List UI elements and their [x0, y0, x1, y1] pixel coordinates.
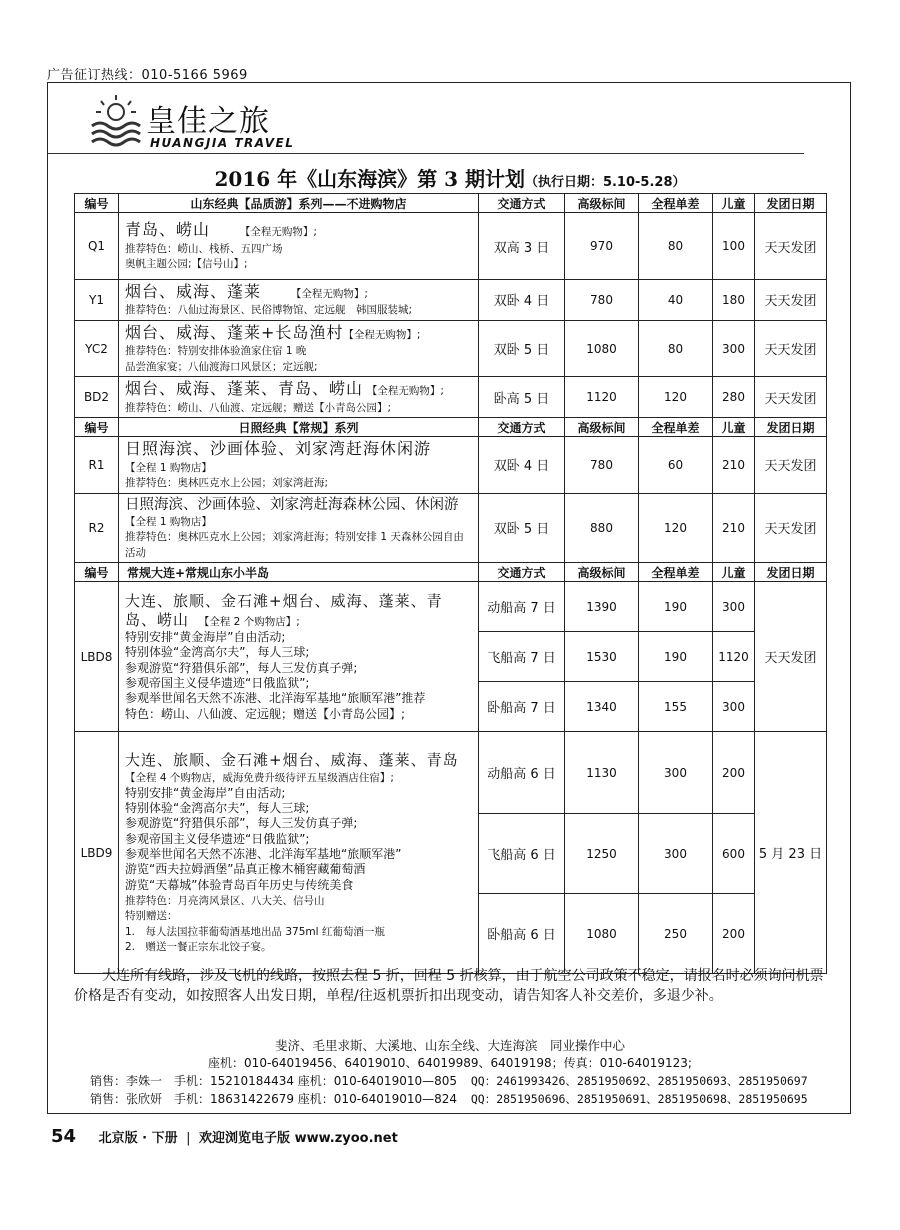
route-tag: 【全程 1 购物店】 — [125, 461, 212, 474]
route-code: R2 — [75, 493, 119, 563]
route-title: 大连、旅顺、金石滩+烟台、威海、蓬莱、青岛、崂山 — [125, 591, 443, 629]
price: 1080 — [565, 320, 639, 376]
depart-date: 天天发团 — [755, 280, 827, 321]
single-supplement: 40 — [639, 280, 713, 321]
ops-center: 斐济、毛里求斯、大溪地、山东全线、大连海滨 同业操作中心 — [274, 1038, 625, 1053]
col-child: 儿童 — [713, 563, 755, 582]
price: 1120 — [565, 377, 639, 418]
depart-date: 天天发团 — [755, 377, 827, 418]
route-tag: 【全程无购物】; — [366, 385, 444, 398]
route-code: BD2 — [75, 377, 119, 418]
section-title: 日照经典【常规】系列 — [119, 418, 479, 437]
single-supplement: 250 — [639, 894, 713, 974]
child-price: 210 — [713, 493, 755, 563]
route-line: 参观举世闻名天然不冻港、北洋海军基地“旅顺军港”推荐 — [125, 691, 426, 706]
table-row — [75, 320, 827, 376]
child-price: 1120 — [713, 632, 755, 682]
col-code: 编号 — [75, 194, 119, 213]
route-line: 参观帝国主义侵华遗迹“日俄监狱”; — [125, 831, 310, 846]
transport: 飞船高 7 日 — [479, 632, 565, 682]
section-header-dalian — [75, 563, 827, 582]
col-child: 儿童 — [713, 418, 755, 437]
route-desc — [119, 582, 479, 732]
route-code: YC2 — [75, 320, 119, 376]
route-title: 烟台、威海、蓬莱、青岛、崂山 — [125, 379, 364, 399]
route-line: 特别安排“黄金海岸”自由活动; — [125, 785, 286, 800]
route-tag: 【全程 4 个购物店，威海免费升级待评五星级酒店住宿】; — [125, 772, 394, 785]
col-transport: 交通方式 — [479, 563, 565, 582]
transport: 卧船高 6 日 — [479, 894, 565, 974]
seller-qq: QQ：2851950696、2851950691、2851950698、2851950695 — [470, 1092, 808, 1106]
route-title: 烟台、威海、蓬莱 — [125, 282, 262, 301]
depart-date: 天天发团 — [755, 582, 827, 732]
route-desc — [119, 280, 479, 321]
route-tag: 【全程无购物】; — [239, 226, 317, 239]
route-title: 大连、旅顺、金石滩+烟台、威海、蓬莱、青岛 — [125, 750, 459, 769]
child-price: 200 — [713, 894, 755, 974]
price: 1390 — [565, 582, 639, 632]
route-desc — [119, 437, 479, 493]
seller-qq: QQ：2461993426、2851950692、2851950693、2851950697 — [470, 1074, 808, 1088]
single-supplement: 120 — [639, 493, 713, 563]
table-row — [75, 732, 827, 814]
exec-date: （执行日期：5.10-5.28） — [524, 175, 686, 190]
col-depart: 发团日期 — [755, 563, 827, 582]
child-price: 180 — [713, 280, 755, 321]
route-tag: 【全程无购物】; — [290, 288, 368, 300]
child-price: 300 — [713, 320, 755, 376]
child-price: 600 — [713, 814, 755, 894]
airfare-note: 大连所有线路，涉及飞机的线路，按照去程 5 折，回程 5 折核算，由于航空公司政策不稳定，请报名时必须询问机票价格是否有变动，如按照客人出发日期，单程/往返机票折扣出现变动，请告知客人补交差价，多退少补。 — [74, 968, 824, 1004]
seller-label: 销售：李姝一 手机：15210184434 座机：010-64019010—805 — [90, 1074, 458, 1088]
depart-date: 5 月 23 日 — [755, 732, 827, 974]
depart-date: 天天发团 — [755, 213, 827, 280]
header-divider — [48, 153, 804, 154]
single-supplement: 80 — [639, 320, 713, 376]
seller-contact — [90, 1072, 808, 1089]
single-supplement: 120 — [639, 377, 713, 418]
route-line: 推荐特色：八仙过海景区、民俗博物馆、定远舰 韩国服装城; — [125, 304, 413, 317]
table-row — [75, 437, 827, 493]
edition-label: 北京版 · 下册 — [98, 1131, 178, 1146]
transport: 卧船高 7 日 — [479, 682, 565, 732]
transport: 双卧 4 日 — [479, 280, 565, 321]
route-tag: 【全程无购物】; — [343, 328, 421, 341]
price: 1250 — [565, 814, 639, 894]
route-code: LBD8 — [75, 582, 119, 732]
logo-subtitle: HUANGJIA TRAVEL — [150, 136, 295, 150]
transport: 双高 3 日 — [479, 213, 565, 280]
col-depart: 发团日期 — [755, 418, 827, 437]
sun-wave-icon — [88, 92, 144, 150]
route-code: Y1 — [75, 280, 119, 321]
table-row — [75, 280, 827, 321]
single-supplement: 155 — [639, 682, 713, 732]
price: 970 — [565, 213, 639, 280]
itinerary-table — [74, 193, 827, 974]
route-desc — [119, 377, 479, 418]
price: 780 — [565, 437, 639, 493]
route-code: R1 — [75, 437, 119, 493]
route-tag: 【全程 1 购物店】 — [125, 516, 212, 529]
route-tag: 【全程 2 个购物店】; — [198, 615, 300, 628]
table-row — [75, 493, 827, 563]
route-line: 参观举世闻名天然不冻港、北洋海军基地“旅顺军港” — [125, 846, 402, 861]
route-line: 特别安排“黄金海岸”自由活动; — [125, 629, 286, 644]
col-transport: 交通方式 — [479, 418, 565, 437]
footer-divider: | — [186, 1131, 191, 1146]
route-line: 特色：崂山、八仙渡、定远舰；赠送【小青岛公园】; — [125, 706, 406, 721]
page-number: 54 — [51, 1126, 77, 1147]
route-line: 游览“天幕城”体验青岛百年历史与传统美食 — [125, 877, 354, 892]
single-supplement: 300 — [639, 814, 713, 894]
col-code: 编号 — [75, 563, 119, 582]
route-line: 奥帆主题公园;【信号山】; — [125, 258, 248, 271]
route-line: 推荐特色：崂山、栈桥、五四广场 — [125, 242, 283, 255]
route-line: 特别赠送： — [125, 910, 178, 923]
route-line: 特别体验“金湾高尔夫”，每人三球; — [125, 645, 310, 660]
table-row — [75, 213, 827, 280]
col-child: 儿童 — [713, 194, 755, 213]
transport: 飞船高 6 日 — [479, 814, 565, 894]
route-line: 推荐特色：奥林匹克水上公园；刘家湾赶海；特别安排 1 天森林公园自由活动 — [125, 531, 464, 559]
route-line: 游览“西夫拉姆酒堡”品真正橡木桶窖藏葡萄酒 — [125, 862, 366, 877]
col-code: 编号 — [75, 418, 119, 437]
page-title — [0, 163, 900, 192]
route-desc — [119, 213, 479, 280]
phone-fax: 座机：010-64019456、64019010、64019989、64019198；传真：010-64019123; — [208, 1056, 692, 1070]
route-code: Q1 — [75, 213, 119, 280]
route-line: 1. 每人法国拉菲葡萄酒基地出品 375ml 红葡萄酒一瓶 — [125, 925, 385, 938]
route-desc — [119, 732, 479, 974]
price: 1130 — [565, 732, 639, 814]
company-logo — [88, 92, 298, 154]
col-single: 全程单差 — [639, 418, 713, 437]
single-supplement: 300 — [639, 732, 713, 814]
child-price: 100 — [713, 213, 755, 280]
child-price: 300 — [713, 682, 755, 732]
child-price: 210 — [713, 437, 755, 493]
route-line: 品尝渔家宴；八仙渡海口风景区；定远舰; — [125, 360, 318, 373]
page-footer — [51, 1126, 398, 1147]
transport: 卧高 5 日 — [479, 377, 565, 418]
route-desc — [119, 320, 479, 376]
depart-date: 天天发团 — [755, 493, 827, 563]
route-line: 参观游览“狩猎俱乐部”，每人三发仿真子弹; — [125, 816, 358, 831]
price: 1340 — [565, 682, 639, 732]
table-row — [75, 377, 827, 418]
seller-label: 销售：张欣妍 手机：18631422679 座机：010-64019010—824 — [90, 1092, 458, 1106]
transport: 双卧 5 日 — [479, 493, 565, 563]
route-title: 烟台、威海、蓬莱+长岛渔村 — [125, 322, 344, 342]
route-line: 推荐特色：崂山、八仙渡、定远舰；赠送【小青岛公园】; — [125, 401, 392, 414]
transport: 双卧 5 日 — [479, 320, 565, 376]
child-price: 280 — [713, 377, 755, 418]
section-title: 常规大连+常规山东小半岛 — [119, 563, 479, 582]
section-header-shandong — [75, 194, 827, 213]
depart-date: 天天发团 — [755, 320, 827, 376]
single-supplement: 190 — [639, 632, 713, 682]
route-code: LBD9 — [75, 732, 119, 974]
section-title: 山东经典【品质游】系列——不进购物店 — [119, 194, 479, 213]
route-title: 青岛、崂山 — [125, 220, 211, 240]
route-line: 推荐特色：奥林匹克水上公园；刘家湾赶海; — [125, 477, 329, 490]
route-line: 2. 赠送一餐正宗东北饺子宴。 — [125, 941, 272, 954]
footer-slogan: 欢迎浏览电子版 www.zyoo.net — [199, 1131, 398, 1146]
col-transport: 交通方式 — [479, 194, 565, 213]
ad-hotline: 广告征订热线：010-5166 5969 — [47, 68, 248, 83]
col-price: 高级标间 — [565, 194, 639, 213]
route-title: 日照海滨、沙画体验、刘家湾赶海森林公园、休闲游 — [125, 496, 459, 513]
child-price: 300 — [713, 582, 755, 632]
route-desc — [119, 493, 479, 563]
seller-contact — [90, 1090, 808, 1107]
col-price: 高级标间 — [565, 563, 639, 582]
route-line: 推荐特色：特别安排体验渔家住宿 1 晚 — [125, 345, 307, 358]
route-line: 参观游览“狩猎俱乐部”，每人三发仿真子弹; — [125, 660, 358, 675]
section-header-rizhao — [75, 418, 827, 437]
route-line: 参观帝国主义侵华遗迹“日俄监狱”; — [125, 676, 310, 691]
route-line: 特别体验“金湾高尔夫”，每人三球; — [125, 800, 310, 815]
col-single: 全程单差 — [639, 194, 713, 213]
transport: 双卧 4 日 — [479, 437, 565, 493]
single-supplement: 60 — [639, 437, 713, 493]
col-depart: 发团日期 — [755, 194, 827, 213]
transport: 动船高 6 日 — [479, 732, 565, 814]
depart-date: 天天发团 — [755, 437, 827, 493]
price: 780 — [565, 280, 639, 321]
price: 880 — [565, 493, 639, 563]
child-price: 200 — [713, 732, 755, 814]
transport: 动船高 7 日 — [479, 582, 565, 632]
price: 1530 — [565, 632, 639, 682]
single-supplement: 190 — [639, 582, 713, 632]
table-row — [75, 582, 827, 632]
route-line: 推荐特色：月亮湾风景区、八大关、信号山 — [125, 895, 325, 908]
plan-title: 2016 年《山东海滨》第 3 期计划 — [214, 167, 525, 191]
col-single: 全程单差 — [639, 563, 713, 582]
price: 1080 — [565, 894, 639, 974]
route-title: 日照海滨、沙画体验、刘家湾赶海休闲游 — [125, 439, 432, 459]
single-supplement: 80 — [639, 213, 713, 280]
logo-wordmark: 皇佳之旅 — [146, 104, 270, 139]
col-price: 高级标间 — [565, 418, 639, 437]
